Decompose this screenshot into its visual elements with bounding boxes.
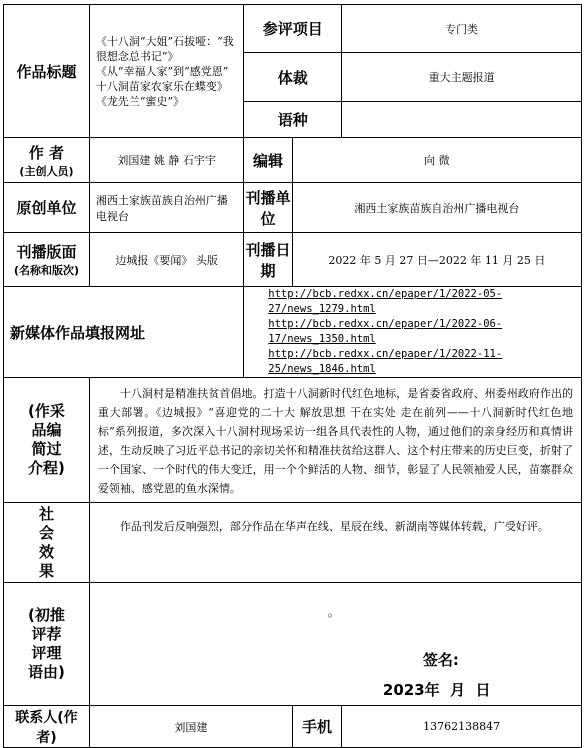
- original-unit-value: 湘西土家族苗族自治州广播电视台: [89, 183, 243, 233]
- signature-label: 签名:: [422, 651, 459, 669]
- work-titles: [89, 5, 243, 138]
- publish-page-label: 刊播版面: [16, 243, 77, 261]
- publish-page-sub-label: (名称和版次): [13, 264, 79, 277]
- title-line-2: 《从“幸福人家”到“感党恩” 十八洞苗家农家乐在蝶变》: [95, 64, 229, 93]
- social-effect-label: 社会效果: [4, 503, 90, 583]
- author-label-cell: [4, 138, 90, 183]
- title-line-3: 《龙先兰“蜜史”》: [95, 94, 185, 108]
- signature-date: 2023年 月 日: [382, 681, 491, 699]
- language-label: 语种: [244, 102, 342, 138]
- genre-value: 重大主题报道: [342, 53, 582, 102]
- publish-unit-label: 刊播单位: [244, 183, 293, 233]
- new-media-urls: [244, 287, 582, 378]
- phone-label: 手机: [292, 706, 341, 748]
- review-item-value: 专门类: [342, 5, 582, 53]
- language-value: [342, 102, 582, 138]
- editor-value: 向 微: [292, 138, 581, 183]
- original-unit-label: 原创单位: [4, 183, 90, 233]
- author-sub-label: (主创人员): [19, 164, 74, 178]
- publish-page-label-cell: [4, 233, 90, 287]
- recommendation-label: (初推评荐评理语由): [4, 583, 90, 706]
- url-link-2[interactable]: http://bcb.redxx.cn/epaper/1/2022-06-17/news_1350.html: [268, 318, 503, 345]
- publish-date-label: 刊播日期: [244, 233, 293, 287]
- contact-label: 联系人(作者): [4, 706, 90, 748]
- new-media-url-label: 新媒体作品填报网址: [4, 287, 244, 378]
- genre-label: 体裁: [244, 53, 342, 102]
- publish-date-value: 2022 年 5 月 27 日—2022 年 11 月 25 日: [292, 233, 581, 287]
- url-link-1[interactable]: http://bcb.redxx.cn/epaper/1/2022-05-27/news_1279.html: [268, 288, 503, 315]
- url-link-3[interactable]: http://bcb.redxx.cn/epaper/1/2022-11-25/news_1846.html: [268, 348, 503, 375]
- form-table: [3, 4, 582, 748]
- author-value: 刘国建 姚 静 石宇宇: [89, 138, 243, 183]
- work-title-label: 作品标题: [4, 5, 90, 138]
- contact-value: 刘国建: [89, 706, 292, 748]
- recommend-mark: 。: [327, 605, 340, 619]
- process-text: 十八洞村是精准扶贫首倡地。打造十八洞新时代红色地标，是省委省政府、州委州政府作出的重大部署。《边城报》“喜迎党的二十大 解放思想 干在实处 走在前列——十八洞新时代红色地标”系列报道，多次深入十八洞村现场采访一组各具代表性的人物，通过他们的亲身经历和真情讲述，生动反映了习近平总书记的亲切关怀和精准扶贫给这群人、这个村庄带来的历史巨变，折射了一个国家、一个时代的伟大变迁，用一个个鲜活的人物、细节，彰显了人民领袖爱人民，苗寨群众爱领袖、感党恩的鱼水深情。: [89, 378, 581, 503]
- publish-page-value: 边城报《要闻》 头版: [89, 233, 243, 287]
- process-label: (作采品编简过介程): [4, 378, 90, 503]
- publish-unit-value: 湘西土家族苗族自治州广播电视台: [292, 183, 581, 233]
- author-label: 作 者: [28, 143, 65, 162]
- recommendation-area: [89, 583, 581, 706]
- review-item-label: 参评项目: [244, 5, 342, 53]
- editor-label: 编辑: [244, 138, 293, 183]
- phone-value: 13762138847: [342, 706, 582, 748]
- title-line-1: 《十八洞“大姐”石拔哑：“我很想念总书记”》: [95, 34, 234, 63]
- social-effect-text: 作品刊发后反响强烈，部分作品在华声在线、星辰在线、新湖南等媒体转载，广受好评。: [89, 503, 581, 583]
